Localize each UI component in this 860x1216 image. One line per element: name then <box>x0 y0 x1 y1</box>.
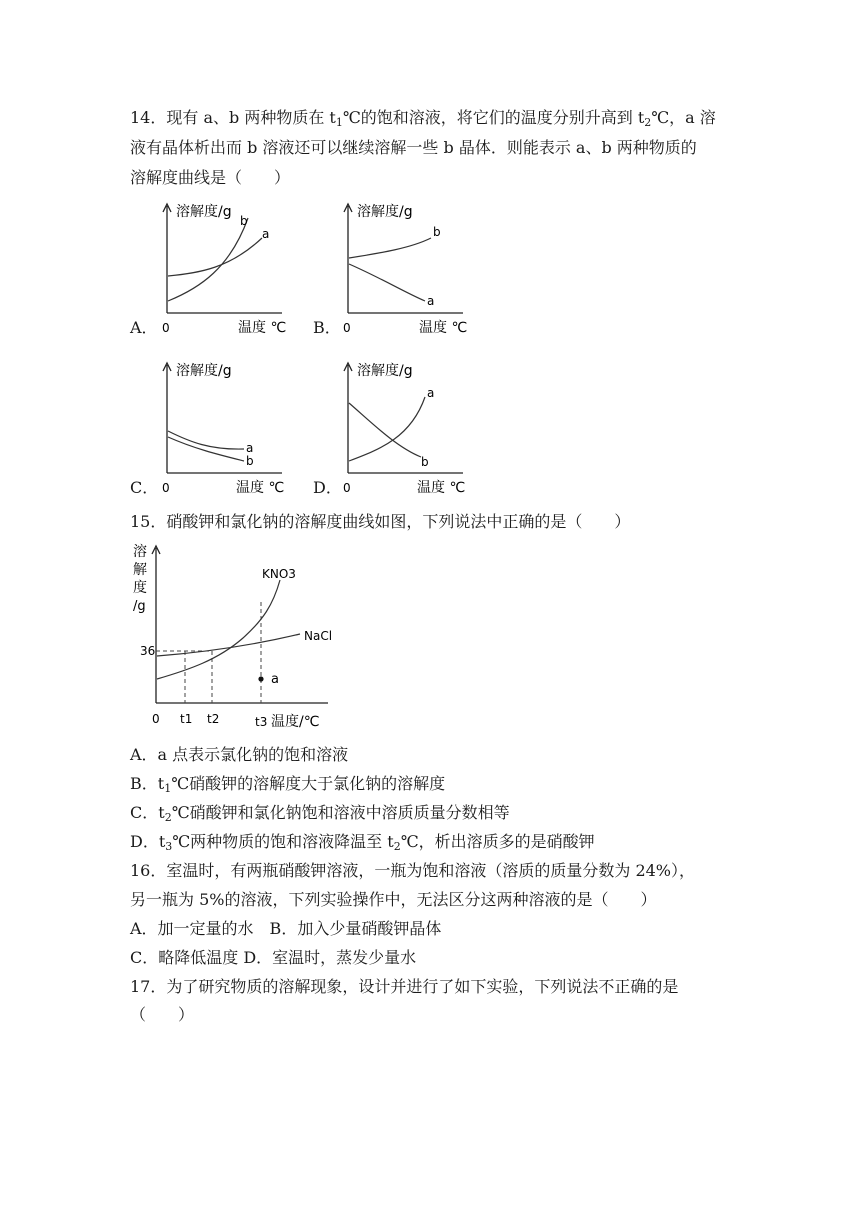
series-label-a: a <box>427 386 435 400</box>
q14-line3: 溶解度曲线是（ ） <box>130 168 291 187</box>
series-label-b: b <box>240 214 248 228</box>
q17-line2: （ ） <box>130 1005 195 1024</box>
origin-label: 0 <box>343 321 351 335</box>
q17-line1: 17．为了研究物质的溶解现象，设计并进行了如下实验，下列说法不正确的是 <box>130 977 679 996</box>
graph-y-label: 溶解度/g <box>176 204 232 220</box>
curve-b <box>349 403 421 457</box>
series-label-kno3: KNO3 <box>262 567 296 581</box>
point-a <box>258 676 263 681</box>
graph-y-label-3: 度 <box>133 580 147 596</box>
curve-b <box>349 238 431 258</box>
origin-label: 0 <box>162 321 170 335</box>
x-tick-t3: t3 <box>255 715 268 729</box>
origin-label: 0 <box>162 481 170 495</box>
q15-solubility-graph <box>128 540 338 735</box>
graph-y-label-2: 解 <box>133 562 147 578</box>
q16-line3: A．加一定量的水 B．加入少量硝酸钾晶体 <box>130 919 442 938</box>
q15-option-d: D．$t_3℃$两种物质的饱和溶液降温至 $t_2℃$，析出溶质多的是硝酸钾 <box>130 832 595 853</box>
curve-nacl <box>157 634 300 656</box>
q15-option-a: A．a 点表示氯化钠的饱和溶液 <box>130 745 349 764</box>
series-label-a: a <box>246 441 254 455</box>
q16-line2: 另一瓶为 5%的溶液，下列实验操作中，无法区分这两种溶液的是（ ） <box>130 890 657 909</box>
series-label-b: b <box>421 455 429 469</box>
q16-line4: C．略降低温度 D．室温时，蒸发少量水 <box>130 948 417 967</box>
curve-a <box>168 431 244 449</box>
y-tick-36: 36 <box>140 644 156 658</box>
origin-label: 0 <box>152 712 160 726</box>
q14-option-c-graph <box>160 357 290 502</box>
q14-option-a-graph <box>160 198 290 343</box>
graph-y-label-1: 溶 <box>133 544 147 560</box>
series-label-nacl: NaCl <box>304 629 333 643</box>
q16-line1: 16．室温时，有两瓶硝酸钾溶液，一瓶为饱和溶液（溶质的质量分数为 24%）， <box>130 861 696 880</box>
curve-b <box>168 218 248 301</box>
q15-option-c: C．$t_2℃$硝酸钾和氯化钠饱和溶液中溶质质量分数相等 <box>130 803 510 824</box>
point-a-label: a <box>271 672 279 687</box>
series-label-b: b <box>246 454 254 468</box>
q15-option-b: B．$t_1℃$硝酸钾的溶解度大于氯化钠的溶解度 <box>130 774 446 795</box>
origin-label: 0 <box>343 481 351 495</box>
q14-option-c-label: C． <box>130 478 159 497</box>
graph-x-label: 温度 ℃ <box>238 320 287 336</box>
x-tick-t2: t2 <box>207 712 220 726</box>
q14-option-b-graph <box>341 198 471 343</box>
graph-y-label: 溶解度/g <box>357 363 413 379</box>
q14-line2: 液有晶体析出而 b 溶液还可以继续溶解一些 b 晶体．则能表示 a、b 两种物质的 <box>130 138 697 157</box>
graph-x-label: 温度 ℃ <box>419 320 468 336</box>
series-label-a: a <box>427 294 435 308</box>
graph-y-label-4: /g <box>133 599 146 614</box>
graph-y-label: 溶解度/g <box>176 363 232 379</box>
q14-option-b-label: B． <box>313 318 341 337</box>
graph-y-label: 溶解度/g <box>357 204 413 220</box>
q14-option-d-label: D． <box>313 478 342 497</box>
graph-x-label: 温度/℃ <box>271 714 320 730</box>
graph-x-label: 温度 ℃ <box>236 480 285 496</box>
series-label-a: a <box>262 227 270 241</box>
curve-a <box>168 238 262 276</box>
curve-a <box>349 264 425 301</box>
series-label-b: b <box>433 225 441 239</box>
q15-stem: 15．硝酸钾和氯化钠的溶解度曲线如图，下列说法中正确的是（ ） <box>130 512 631 531</box>
q14-option-d-graph <box>341 357 471 502</box>
q14-option-a-label: A． <box>130 318 158 337</box>
graph-x-label: 温度 ℃ <box>417 480 466 496</box>
curve-kno3 <box>157 580 280 679</box>
x-tick-t1: t1 <box>180 712 193 726</box>
q14-line1: 14．现有 a、b 两种物质在 $t_1℃$的饱和溶液，将它们的温度分别升高到 $t_2℃$，a 溶 <box>130 108 716 129</box>
curve-a <box>349 397 425 461</box>
